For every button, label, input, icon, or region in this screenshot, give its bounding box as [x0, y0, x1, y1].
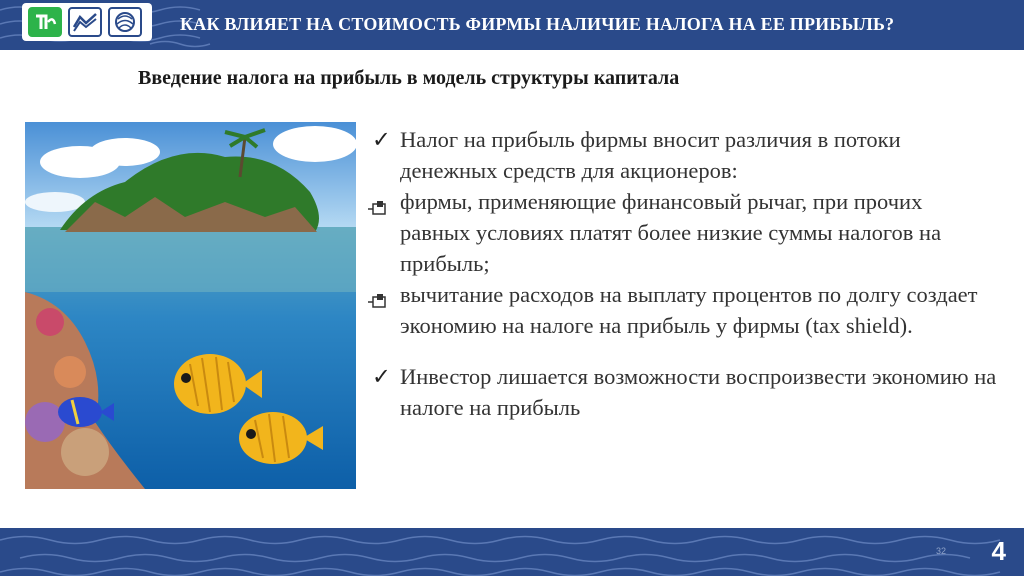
slide-number-small: 32 [935, 546, 946, 556]
check-icon: ✓ [372, 364, 391, 389]
list-item-text: фирмы, применяющие финансовый рычаг, при прочих равных условиях платят более низкие суммы налогов на прибыль; [400, 189, 942, 276]
logo-mark-3-icon [108, 7, 142, 37]
logo-mark-1-icon [28, 7, 62, 37]
spacer [368, 341, 998, 361]
list-item-text: Налог на прибыль фирмы вносит различия в потоки денежных средств для акционеров: [400, 127, 901, 183]
list-item [368, 124, 998, 186]
slide-number: 4 [991, 536, 1006, 566]
list-item-text: вычитание расходов на выплату процентов по долгу создает экономию на налоге на прибыль у фирмы (tax shield). [400, 282, 978, 338]
logo-group[interactable] [22, 3, 152, 41]
footer-bar [0, 528, 1024, 576]
list-item-text: Инвестор лишается возможности воспроизвести экономию на налоге на прибыль [400, 364, 997, 420]
island-fish-image [25, 122, 356, 489]
footer-wave-pattern [0, 528, 1024, 576]
header-bar [0, 0, 1024, 50]
slide-subtitle: Введение налога на прибыль в модель структуры капитала [138, 67, 680, 89]
logo-mark-2-icon [68, 7, 102, 37]
bullet-list [368, 124, 998, 423]
check-icon: ✓ [372, 127, 391, 152]
square-bullet-icon [368, 286, 392, 317]
list-item [368, 361, 998, 423]
header-title: КАК ВЛИЯЕТ НА СТОИМОСТЬ ФИРМЫ НАЛИЧИЕ НАЛОГА НА ЕЕ ПРИБЫЛЬ? [180, 14, 895, 34]
square-bullet-icon [368, 193, 392, 224]
list-item [368, 279, 998, 341]
list-item [368, 186, 998, 279]
